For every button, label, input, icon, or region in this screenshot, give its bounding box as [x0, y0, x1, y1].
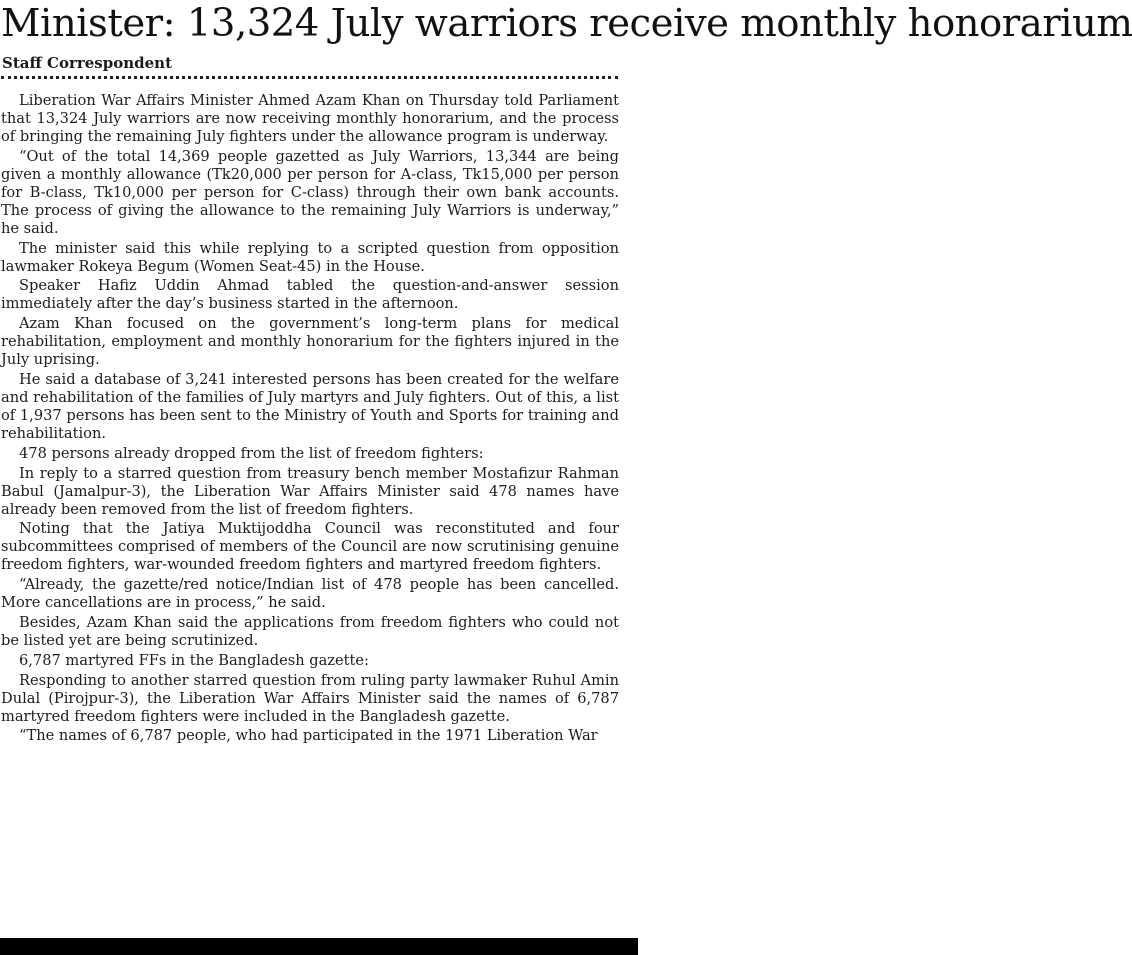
paragraph: In reply to a starred question from treasury bench member Mostafizur Rahman Babul (Jamalpur-3), the Liberation War Affairs Minister said 478 names have already been removed from the list of freedom fighters. [1, 464, 619, 518]
paragraph: The minister said this while replying to a scripted question from opposition lawmaker Rokeya Begum (Women Seat-45) in the House. [1, 239, 619, 275]
paragraph: “The names of 6,787 people, who had participated in the 1971 Liberation War [19, 727, 598, 745]
paragraph: Azam Khan focused on the government’s long-term plans for medical rehabilitation, employment and monthly honorarium for the fighters injured in the July uprising. [1, 315, 619, 369]
article-body [1, 92, 619, 745]
subhead-paragraph: 6,787 martyred FFs in the Bangladesh gazette: [19, 651, 369, 669]
paragraph: Speaker Hafiz Uddin Ahmad tabled the question-and-answer session immediately after the day’s business started in the afternoon. [1, 277, 619, 313]
paragraph: Responding to another starred question from ruling party lawmaker Ruhul Amin Dulal (Pirojpur-3), the Liberation War Affairs Minister said the names of 6,787 martyred freedom fighters were included in the Bangladesh gazette. [1, 671, 619, 725]
paragraph: “Out of the total 14,369 people gazetted as July Warriors, 13,344 are being given a monthly allowance (Tk20,000 per person for A-class, Tk15,000 per person for B-class, Tk10,000 per person for C-class) through their own bank accounts. The process of giving the allowance to the remaining July Warriors is underway,” he said. [1, 147, 619, 237]
dotted-divider [1, 76, 618, 79]
byline: Staff Correspondent [2, 54, 173, 72]
headline-text: Minister: 13,324 July warriors receive monthly honorarium [1, 1, 1132, 46]
bottom-border-bar [0, 938, 638, 955]
headline [1, 0, 1132, 46]
paragraph: “Already, the gazette/red notice/Indian list of 478 people has been cancelled. More cancellations are in process,” he said. [1, 576, 619, 612]
subhead-paragraph: 478 persons already dropped from the list of freedom fighters: [19, 444, 484, 462]
paragraph: Liberation War Affairs Minister Ahmed Azam Khan on Thursday told Parliament that 13,324 July warriors are now receiving monthly honorarium, and the process of bringing the remaining July fighters under the allowance program is underway. [1, 92, 619, 145]
paragraph: Noting that the Jatiya Muktijoddha Council was reconstituted and four subcommittees comprised of members of the Council are now scrutinising genuine freedom fighters, war-wounded freedom fighters and martyred freedom fighters. [1, 520, 619, 574]
paragraph: Besides, Azam Khan said the applications from freedom fighters who could not be listed yet are being scrutinized. [1, 613, 619, 649]
paragraph: He said a database of 3,241 interested persons has been created for the welfare and rehabilitation of the families of July martyrs and July fighters. Out of this, a list of 1,937 persons has been sent to the Ministry of Youth and Sports for training and rehabilitation. [1, 370, 619, 442]
